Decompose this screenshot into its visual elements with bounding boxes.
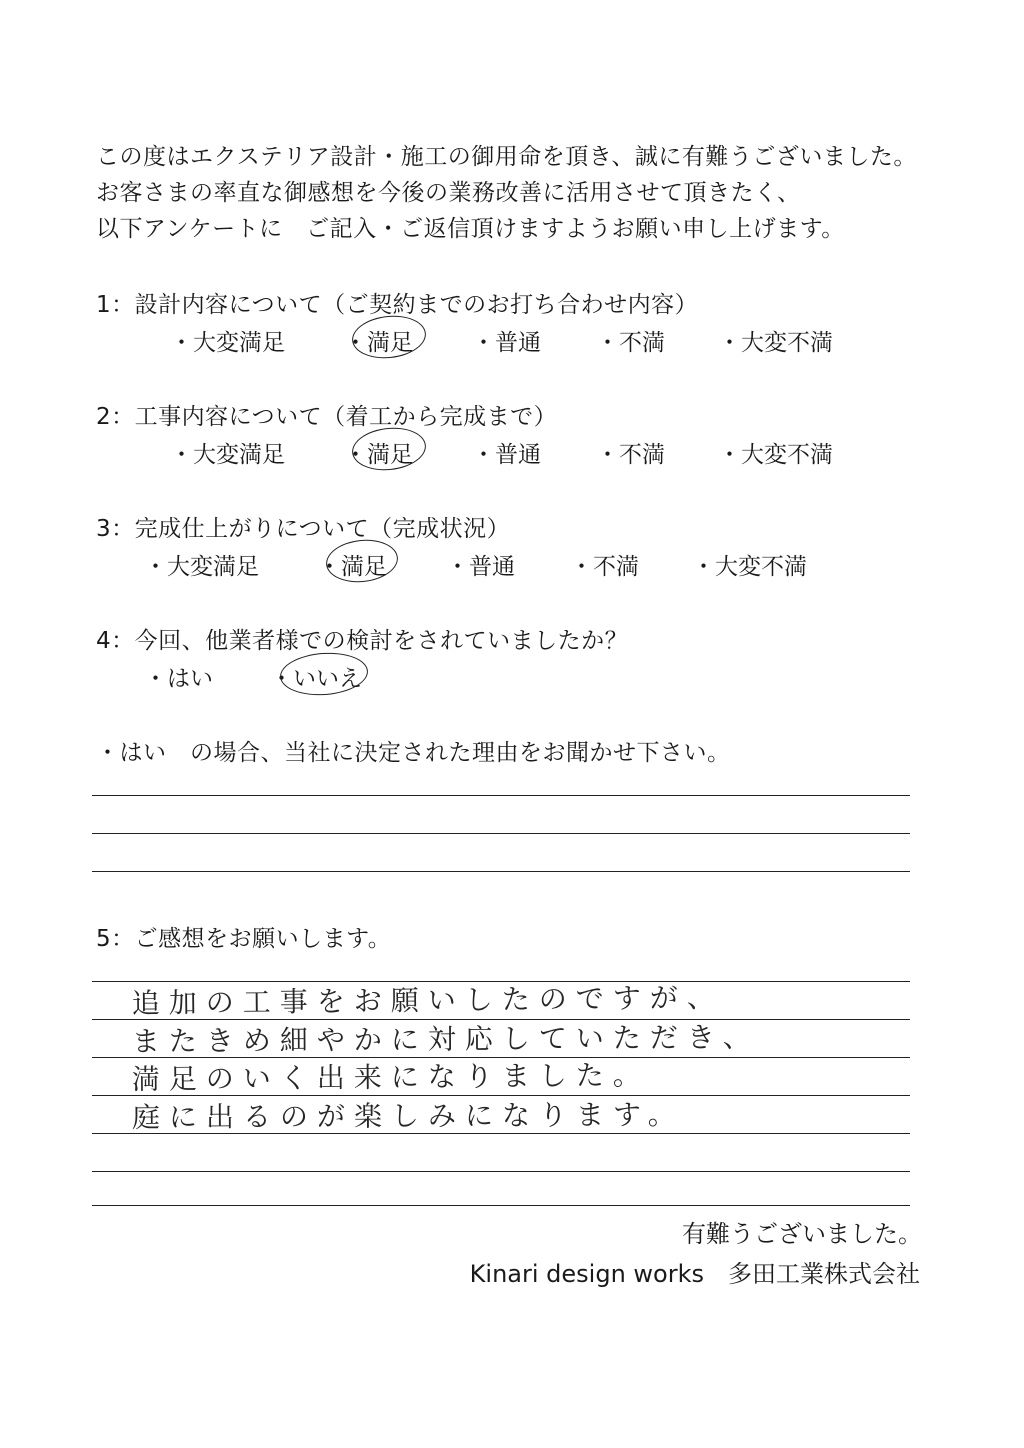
q1-option-very-satisfied[interactable]: ・大変満足 [170, 330, 285, 356]
q1-option-dissatisfied[interactable]: ・不満 [596, 330, 665, 356]
question-4-title: 4：今回、他業者様での検討をされていましたか？ [96, 628, 629, 654]
reason-prompt: ・はい の場合、当社に決定された理由をお聞かせ下さい。 [96, 740, 731, 766]
handwritten-comment-line-1: 追加の工事をお願いしたのですが、 [131, 980, 724, 1021]
q4-option-no[interactable]: ・いいえ [270, 666, 362, 692]
footer-thanks: 有難うございました。 [682, 1220, 922, 1248]
q3-option-dissatisfied[interactable]: ・不満 [570, 554, 639, 580]
question-5-title: 5：ご感想をお願いします。 [96, 926, 392, 952]
footer-company: Kinari design works 多田工業株式会社 [469, 1260, 920, 1288]
q2-option-dissatisfied[interactable]: ・不満 [596, 442, 665, 468]
handwritten-comment-line-4: 庭に出るのが楽しみになります。 [131, 1098, 685, 1134]
q1-option-very-dissatisfied[interactable]: ・大変不満 [718, 330, 833, 356]
intro-line-1: この度はエクステリア設計・施工の御用命を頂き、誠に有難うございました。 [96, 144, 917, 170]
question-1-title: 1：設計内容について（ご契約までのお打ち合わせ内容） [96, 292, 699, 318]
q2-option-very-dissatisfied[interactable]: ・大変不満 [718, 442, 833, 468]
q2-option-very-satisfied[interactable]: ・大変満足 [170, 442, 285, 468]
q3-option-satisfied[interactable]: ・満足 [318, 554, 387, 580]
reason-line-3 [92, 871, 910, 872]
question-3-title: 3：完成仕上がりについて（完成状況） [96, 516, 511, 542]
handwritten-comment-line-3: 満足のいく出来になりました。 [131, 1058, 650, 1097]
q3-option-very-dissatisfied[interactable]: ・大変不満 [692, 554, 807, 580]
question-2-title: 2：工事内容について（着工から完成まで） [96, 404, 558, 430]
intro-line-3: 以下アンケートに ご記入・ご返信頂けますようお願い申し上げます。 [96, 216, 845, 242]
reason-line-1 [92, 795, 910, 796]
comment-line-6 [92, 1171, 910, 1172]
handwritten-comment-line-2: またきめ細やかに対応していただき、 [131, 1020, 760, 1058]
q3-option-very-satisfied[interactable]: ・大変満足 [144, 554, 259, 580]
q2-option-satisfied[interactable]: ・満足 [344, 442, 413, 468]
q4-option-yes[interactable]: ・はい [144, 666, 213, 692]
intro-line-2: お客さまの率直な御感想を今後の業務改善に活用させて頂きたく、 [96, 180, 801, 206]
q3-option-neutral[interactable]: ・普通 [446, 554, 515, 580]
comment-line-7 [92, 1205, 910, 1206]
q1-option-satisfied[interactable]: ・満足 [344, 330, 413, 356]
q2-option-neutral[interactable]: ・普通 [472, 442, 541, 468]
q1-option-neutral[interactable]: ・普通 [472, 330, 541, 356]
reason-line-2 [92, 833, 910, 834]
